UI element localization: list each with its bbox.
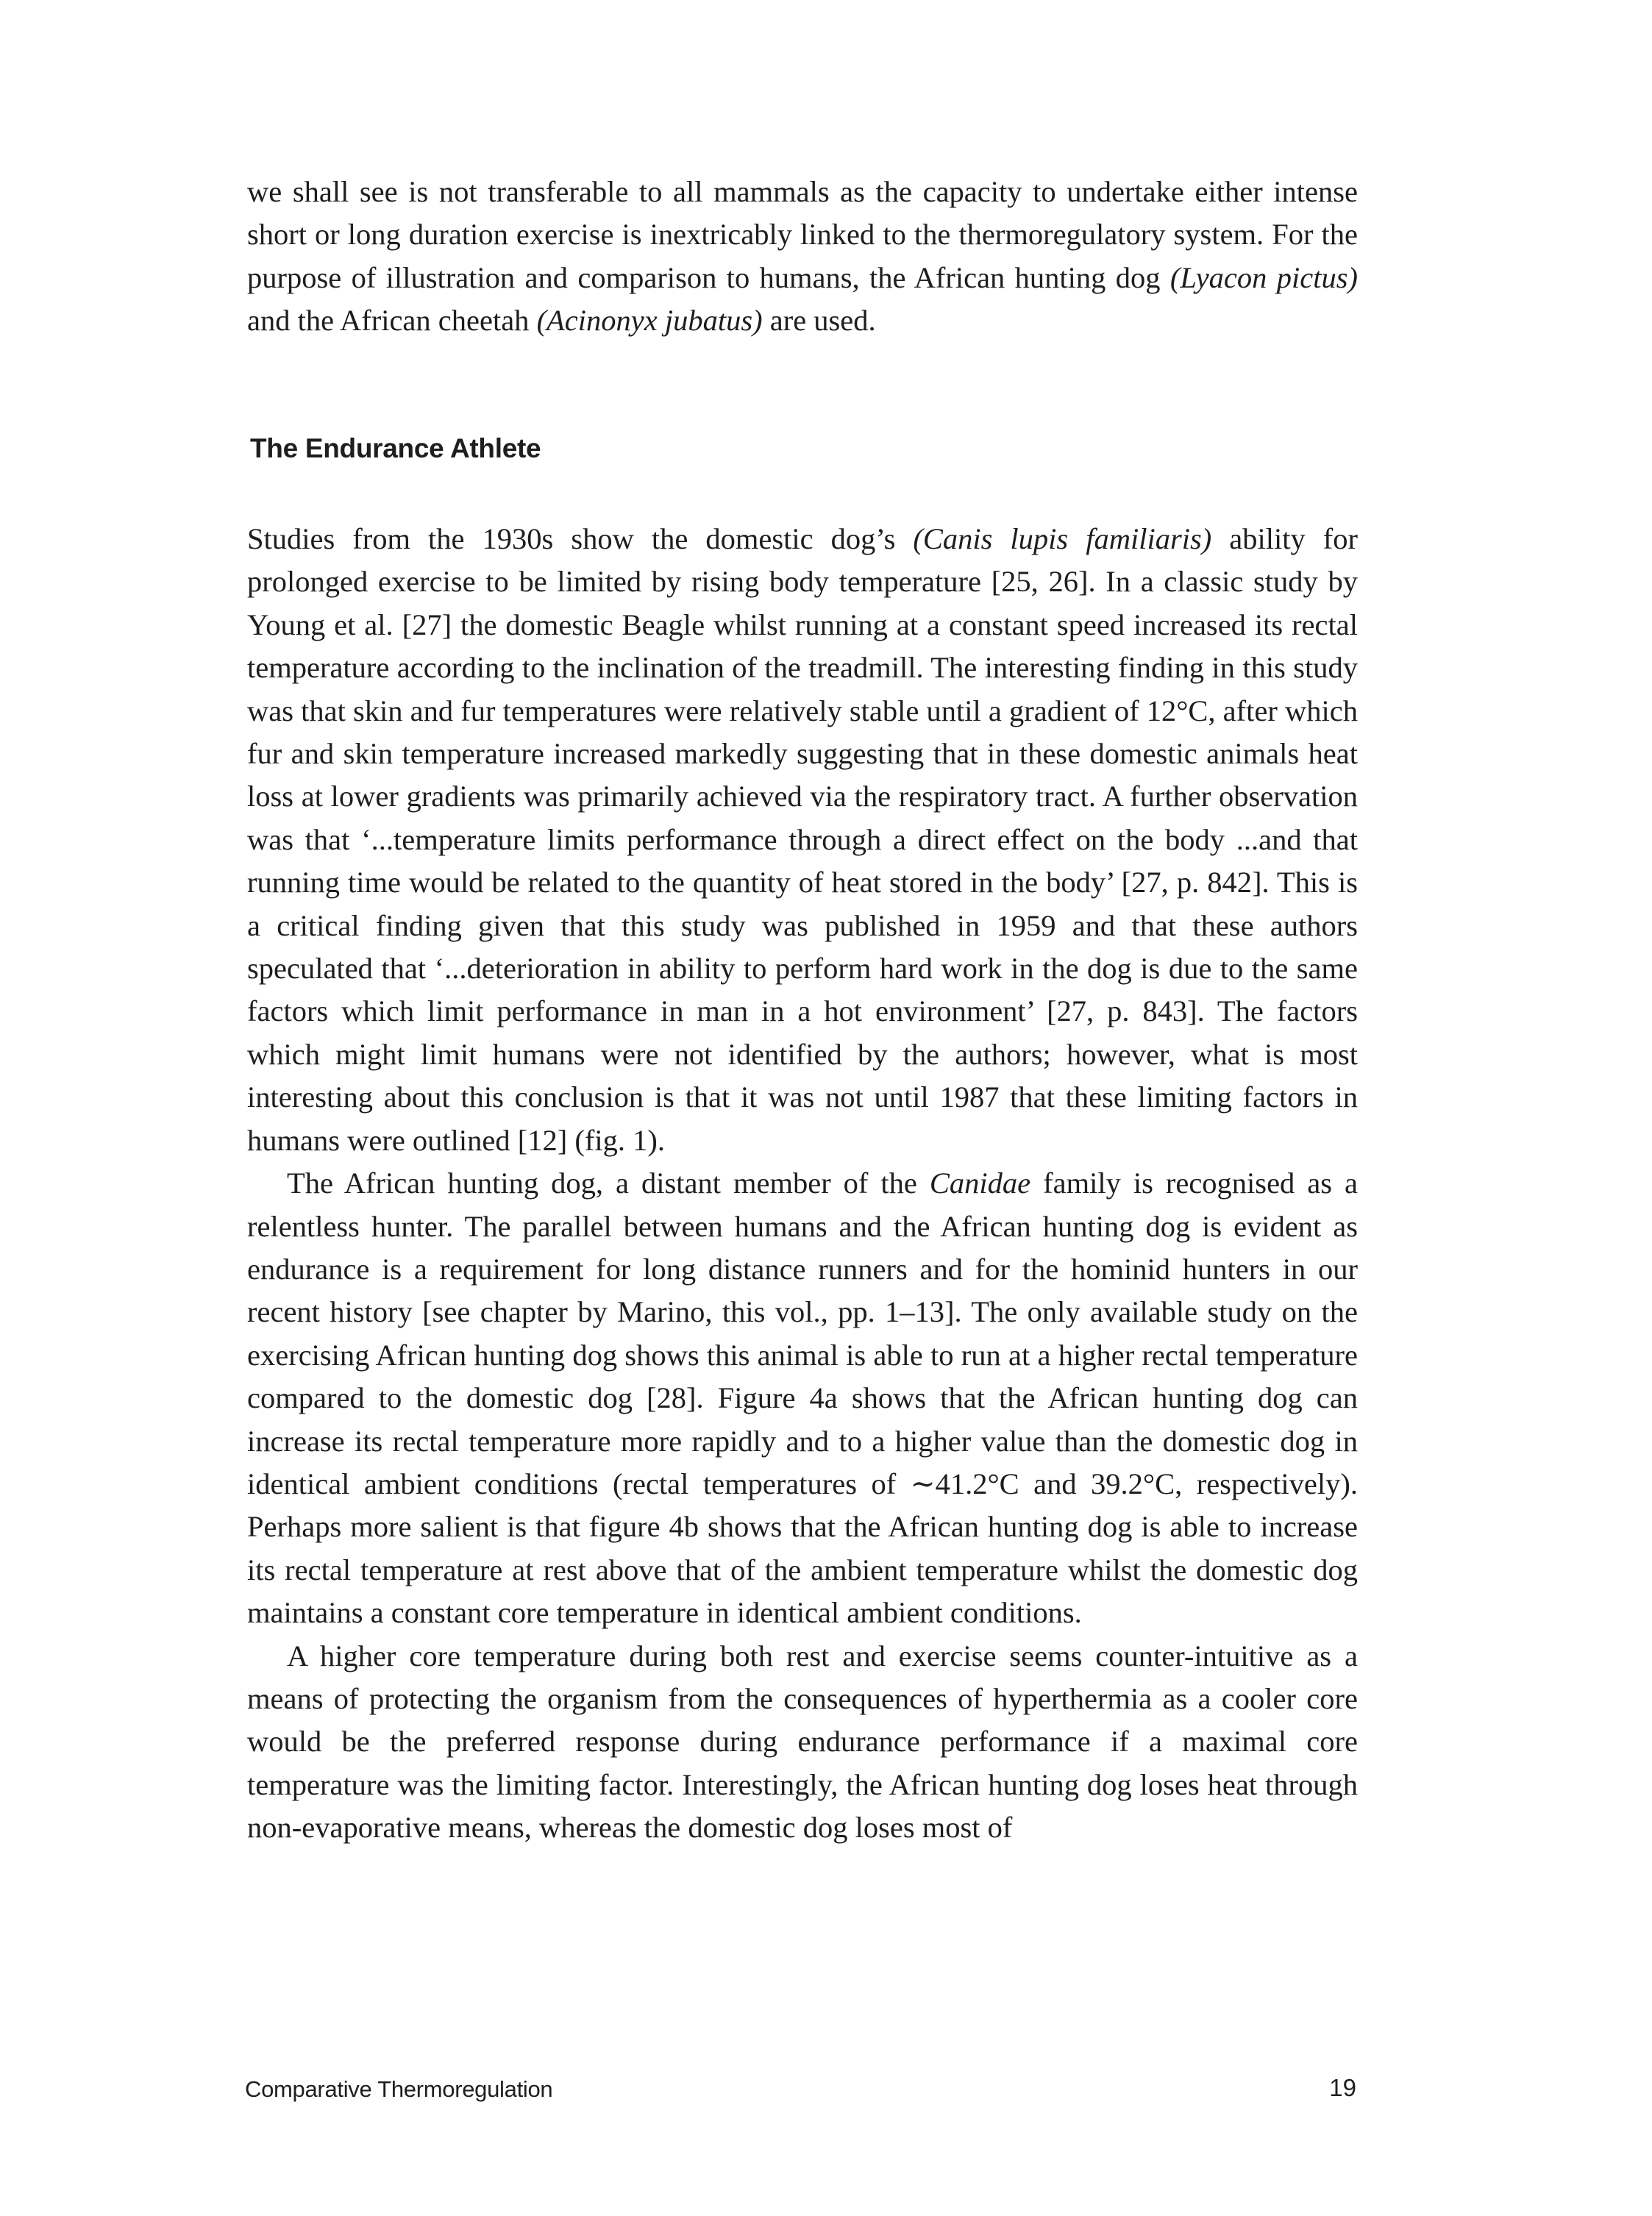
intro-paragraph-block xyxy=(247,171,1358,343)
page-number: 19 xyxy=(1329,2074,1356,2101)
body-paragraph-1: Studies from the 1930s show the domestic dog’s (Canis lupis familiaris) ability for prolonged exercise to be limited by rising body temperature [25, 26]. In a classic study by Young et al. [27] the domestic Beagle whilst running at a constant speed increased its rectal temperature according to the inclination of the treadmill. The interesting finding in this study was that skin and fur temperatures were relatively stable until a gradient of 12°C, after which fur and skin temperature increased markedly suggesting that in these domestic animals heat loss at lower gradients was primarily achieved via the respiratory tract. A further observation was that ‘...temperature limits performance through a direct effect on the body ...and that running time would be related to the quantity of heat stored in the body’ [27, p. 842]. This is a critical finding given that this study was published in 1959 and that these authors speculated that ‘...deterioration in ability to perform hard work in the dog is due to the same factors which limit performance in man in a hot environment’ [27, p. 843]. The factors which might limit humans were not identified by the authors; however, what is most interesting about this conclusion is that it was not until 1987 that these limiting factors in humans were outlined [12] (fig. 1). xyxy=(247,522,1358,1157)
section-body xyxy=(247,518,1358,1850)
body-paragraph-2: The African hunting dog, a distant member of the Canidae family is recognised as a relentless hunter. The parallel between humans and the African hunting dog is evident as endurance is a requirement for long distance runners and for the hominid hunters in our recent history [see chapter by Marino, this vol., pp. 1–13]. The only available study on the exercising African hunting dog shows this animal is able to run at a higher rectal temperature compared to the domestic dog [28]. Figure 4a shows that the African hunting dog can increase its rectal temperature more rapidly and to a higher value than the domestic dog in identical ambient conditions (rectal temperatures of ∼41.2°C and 39.2°C, respectively). Perhaps more salient is that figure 4b shows that the African hunting dog is able to increase its rectal temperature at rest above that of the ambient temperature whilst the domestic dog maintains a constant core temperature in identical ambient conditions. xyxy=(247,1166,1358,1630)
section-heading: The Endurance Athlete xyxy=(250,433,541,463)
running-footer-title: Comparative Thermoregulation xyxy=(245,2076,553,2102)
italic-species-name: (Lyacon pictus) xyxy=(1169,260,1359,294)
intro-paragraph: we shall see is not transferable to all mammals as the capacity to undertake either intense short or long duration exercise is inextricably linked to the thermoregulatory system. For the purpose of illustration and comparison to humans, the African hunting dog (Lyacon pictus) and the African cheetah (Acinonyx jubatus) are used. xyxy=(247,175,1359,338)
italic-species-name: (Canis lupis familiaris) xyxy=(913,522,1212,555)
italic-family-name: Canidae xyxy=(929,1166,1031,1200)
body-paragraph-3: A higher core temperature during both rest and exercise seems counter-intuitive as a means of protecting the organism from the consequences of hyperthermia as a cooler core would be the preferred response during endurance performance if a maximal core temperature was the limiting factor. Interestingly, the African hunting dog loses heat through non-evaporative means, whereas the domestic dog loses most of xyxy=(247,1639,1358,1845)
italic-species-name: (Acinonyx jubatus) xyxy=(536,304,763,338)
